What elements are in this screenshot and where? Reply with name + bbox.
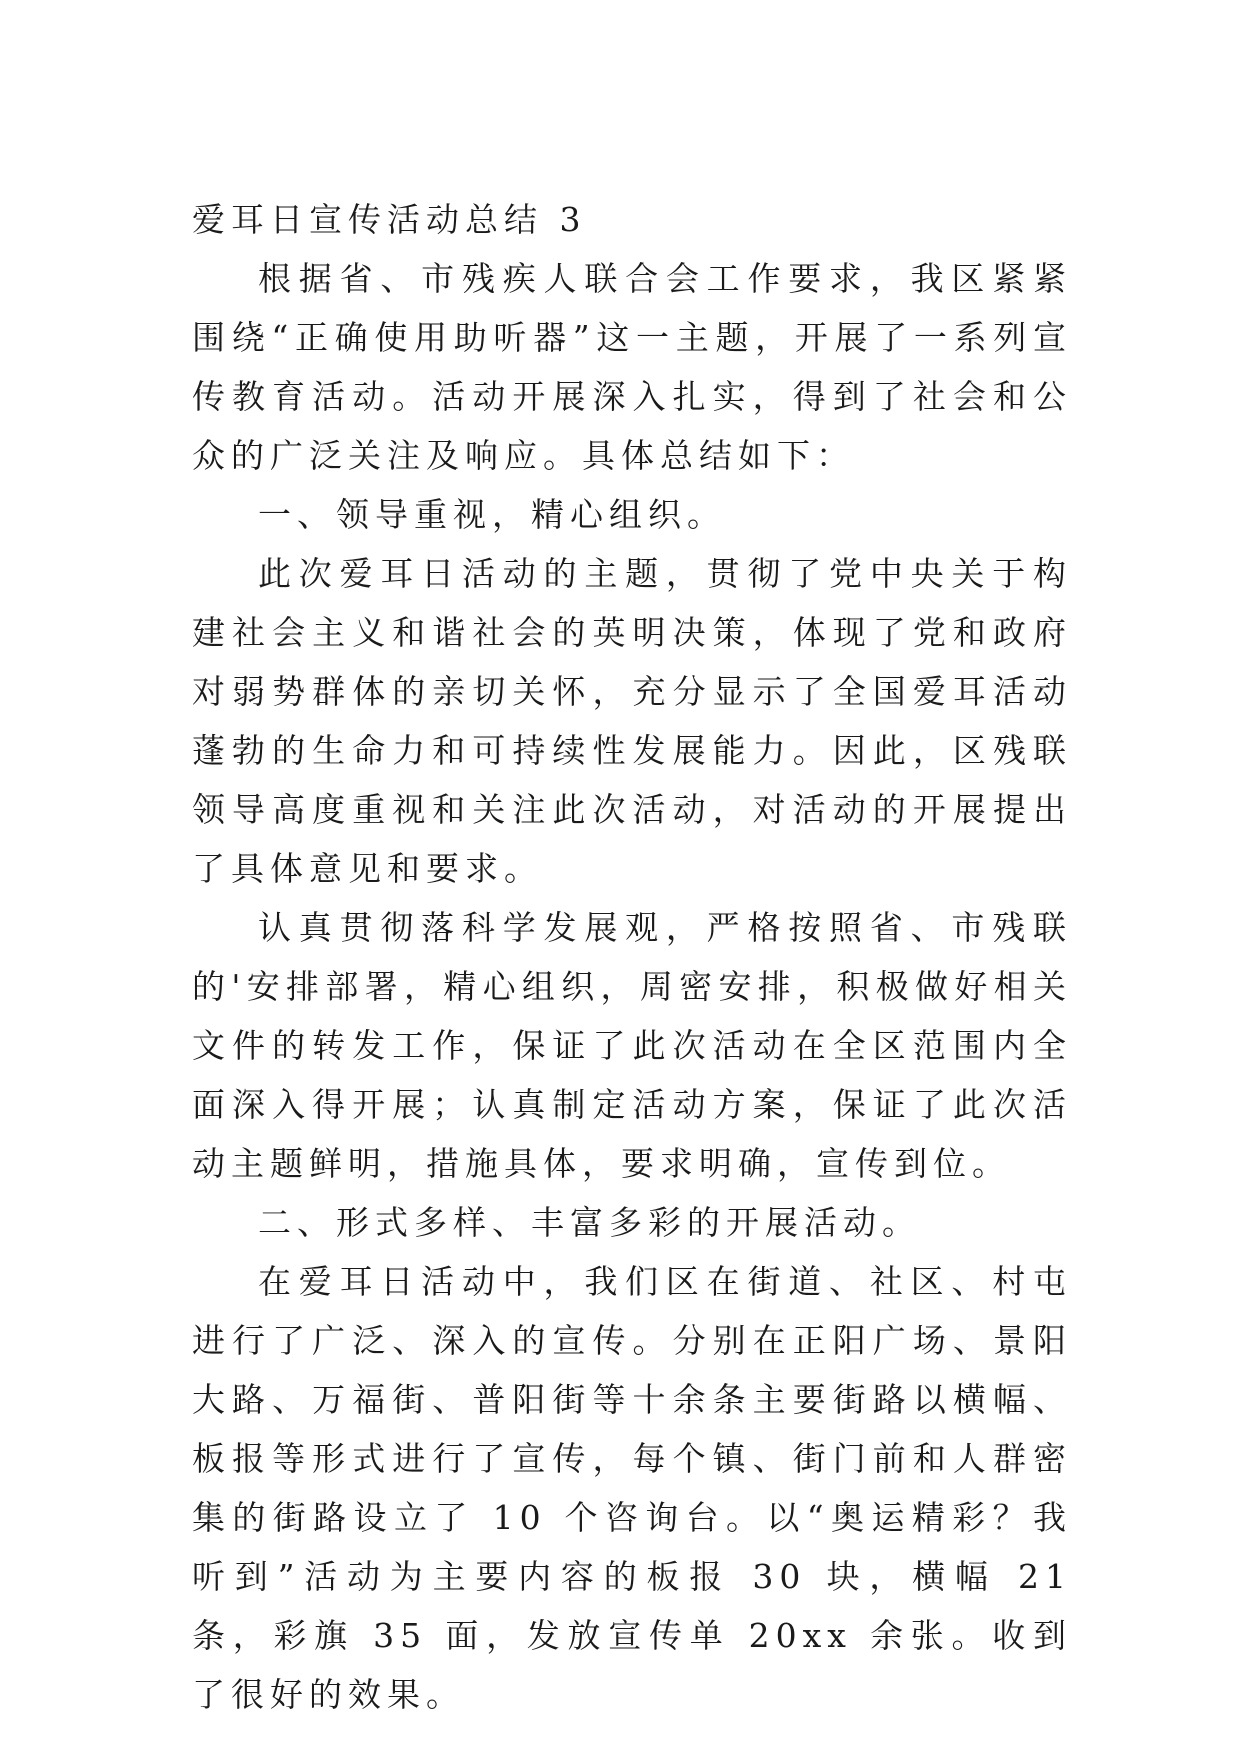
body-paragraph: 在爱耳日活动中，我们区在街道、社区、村屯进行了广泛、深入的宣传。分别在正阳广场、景阳大路、万福街、普阳街等十余条主要街路以横幅、板报等形式进行了宣传，每个镇、街门前和人群密集的街路设立了 10 个咨询台。以“奥运精彩？我听到”活动为主要内容的板报 30 块，横幅 21 条，彩旗 35 面，发放宣传单 20xx 余张。收到了很好的效果。 xyxy=(192,1262,1072,1714)
section-heading-1: 一、领导重视，精心组织。 xyxy=(258,495,726,534)
body-paragraph: 认真贯彻落科学发展观，严格按照省、市残联的'安排部署，精心组织，周密安排，积极做好相关文件的转发工作，保证了此次活动在全区范围内全面深入得开展；认真制定活动方案，保证了此次活动主题鲜明，措施具体，要求明确，宣传到位。 xyxy=(192,908,1072,1183)
intro-paragraph: 根据省、市残疾人联合会工作要求，我区紧紧围绕“正确使用助听器”这一主题，开展了一系列宣传教育活动。活动开展深入扎实，得到了社会和公众的广泛关注及响应。具体总结如下： xyxy=(192,259,1072,475)
document-title: 爱耳日宣传活动总结 3 xyxy=(192,200,587,239)
document-body xyxy=(192,190,1072,1724)
body-paragraph: 此次爱耳日活动的主题，贯彻了党中央关于构建社会主义和谐社会的英明决策，体现了党和政府对弱势群体的亲切关怀，充分显示了全国爱耳活动蓬勃的生命力和可持续性发展能力。因此，区残联领导高度重视和关注此次活动，对活动的开展提出了具体意见和要求。 xyxy=(192,554,1072,888)
section-heading-2: 二、形式多样、丰富多彩的开展活动。 xyxy=(258,1203,921,1242)
